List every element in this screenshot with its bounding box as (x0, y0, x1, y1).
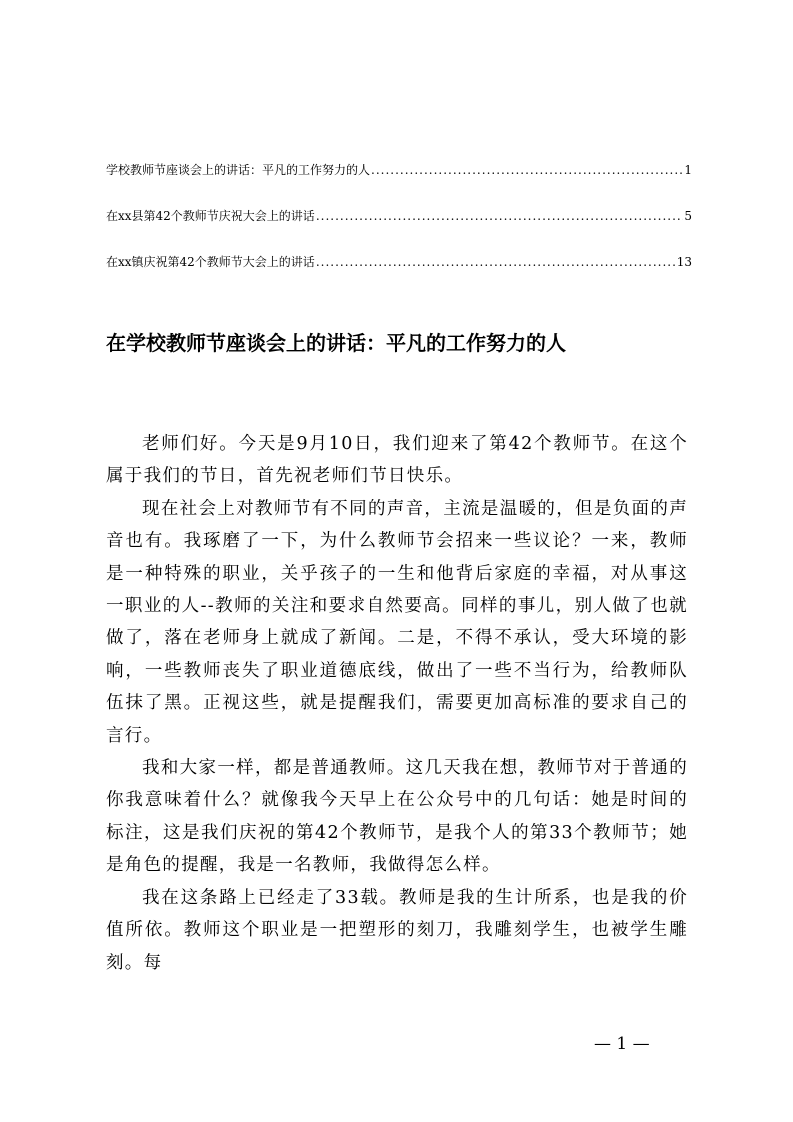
toc-entry-title[interactable]: 在xx县第42个教师节庆祝大会上的讲话 (106, 209, 315, 223)
table-of-contents (106, 160, 692, 298)
toc-dot-leader (371, 160, 683, 180)
toc-entry-page[interactable]: 5 (684, 209, 692, 223)
toc-entry[interactable] (106, 160, 692, 206)
toc-entry-page[interactable]: 13 (676, 255, 692, 269)
toc-dot-leader (316, 206, 684, 226)
toc-entry[interactable] (106, 252, 692, 298)
body-paragraph: 现在社会上对教师节有不同的声音，主流是温暖的，但是负面的声音也有。我琢磨了一下，为什么教师节会招来一些议论？一来，教师是一种特殊的职业，关乎孩子的一生和他背后家庭的幸福，对从事这一职业的人--教师的关注和要求自然要高。同样的事儿，别人做了也就做了，落在老师身上就成了新闻。二是，不得不承认，受大环境的影响，一些教师丧失了职业道德底线，做出了一些不当行为，给教师队伍抹了黑。正视这些，就是提醒我们，需要更加高标准的要求自己的言行。 (106, 498, 688, 746)
body-paragraph: 老师们好。今天是9月10日，我们迎来了第42个教师节。在这个属于我们的节日，首先祝老师们节日快乐。 (106, 434, 688, 487)
body-paragraph: 我在这条路上已经走了33载。教师是我的生计所系，也是我的价值所依。教师这个职业是一把塑形的刻刀，我雕刻学生，也被学生雕刻。每 (106, 887, 688, 973)
toc-entry[interactable] (106, 206, 692, 252)
page-number: — 1 — (594, 1034, 650, 1054)
toc-entry-title[interactable]: 在xx镇庆祝第42个教师节大会上的讲话 (106, 255, 315, 269)
toc-entry-page[interactable]: 1 (684, 163, 692, 177)
document-title: 在学校教师节座谈会上的讲话：平凡的工作努力的人 (106, 331, 566, 355)
toc-entry-title[interactable]: 学校教师节座谈会上的讲话：平凡的工作努力的人 (106, 163, 371, 177)
document-body (106, 428, 688, 979)
body-paragraph: 我和大家一样，都是普通教师。这几天我在想，教师节对于普通的你我意味着什么？就像我今天早上在公众号中的几句话：她是时间的标注，这是我们庆祝的第42个教师节，是我个人的第33个教师节；她是角色的提醒，我是一名教师，我做得怎么样。 (106, 758, 688, 876)
toc-dot-leader (316, 252, 676, 272)
